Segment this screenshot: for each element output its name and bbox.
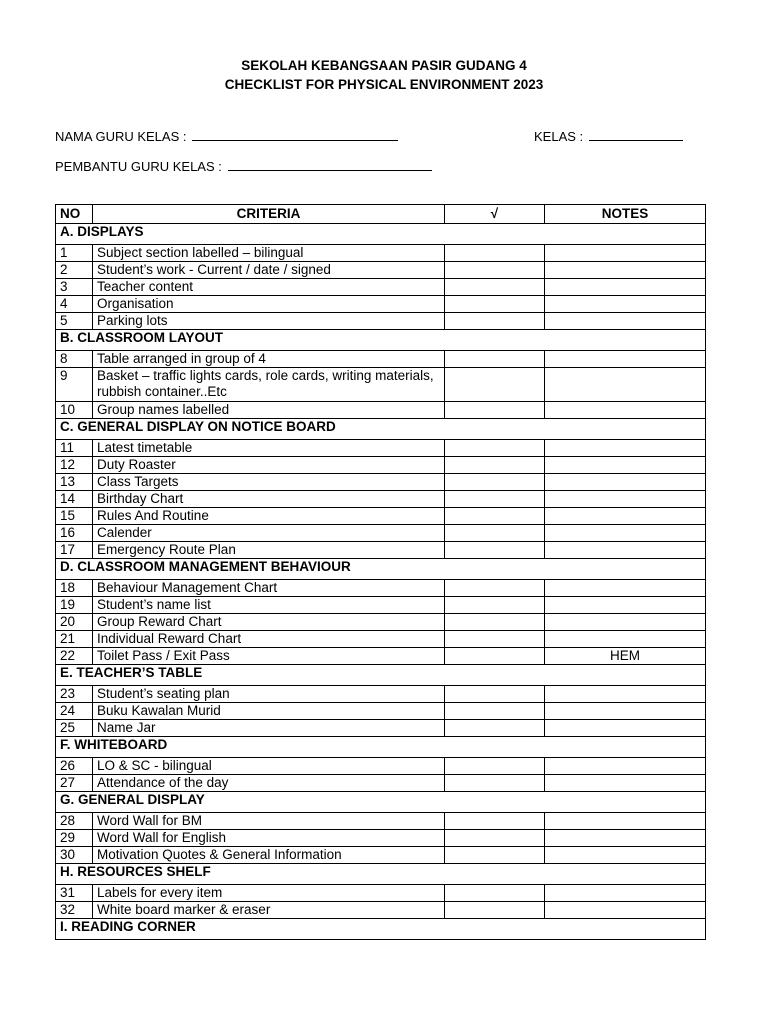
header-check: √ — [445, 205, 545, 224]
item-notes — [545, 313, 706, 330]
table-row — [56, 262, 706, 279]
table-row — [56, 614, 706, 631]
item-check-cell[interactable] — [445, 720, 545, 737]
table-row — [56, 813, 706, 830]
item-notes — [545, 474, 706, 491]
table-row — [56, 368, 706, 402]
item-notes — [545, 279, 706, 296]
item-check-cell[interactable] — [445, 457, 545, 474]
item-notes — [545, 614, 706, 631]
item-notes — [545, 847, 706, 864]
table-row — [56, 758, 706, 775]
item-check-cell[interactable] — [445, 542, 545, 559]
table-row — [56, 775, 706, 792]
item-no: 27 — [56, 775, 93, 792]
item-check-cell[interactable] — [445, 245, 545, 262]
item-notes — [545, 703, 706, 720]
item-no: 8 — [56, 351, 93, 368]
item-notes — [545, 368, 706, 402]
table-row — [56, 296, 706, 313]
item-check-cell[interactable] — [445, 262, 545, 279]
item-no: 19 — [56, 597, 93, 614]
item-criteria: Latest timetable — [93, 440, 445, 457]
item-criteria: Buku Kawalan Murid — [93, 703, 445, 720]
item-no: 20 — [56, 614, 93, 631]
item-check-cell[interactable] — [445, 508, 545, 525]
table-row — [56, 597, 706, 614]
item-criteria: Toilet Pass / Exit Pass — [93, 648, 445, 665]
kelas-label: KELAS : — [534, 129, 584, 144]
item-no: 31 — [56, 885, 93, 902]
section-row — [56, 419, 706, 440]
item-check-cell[interactable] — [445, 351, 545, 368]
item-notes — [545, 508, 706, 525]
header-notes: NOTES — [545, 205, 706, 224]
section-title: G. GENERAL DISPLAY — [56, 792, 706, 813]
item-notes — [545, 402, 706, 419]
item-criteria: Subject section labelled – bilingual — [93, 245, 445, 262]
item-no: 28 — [56, 813, 93, 830]
item-notes — [545, 245, 706, 262]
item-criteria: Parking lots — [93, 313, 445, 330]
item-criteria: Motivation Quotes & General Information — [93, 847, 445, 864]
kelas-field — [534, 128, 683, 144]
table-row — [56, 351, 706, 368]
item-notes: HEM — [545, 648, 706, 665]
item-check-cell[interactable] — [445, 830, 545, 847]
item-no: 11 — [56, 440, 93, 457]
item-check-cell[interactable] — [445, 885, 545, 902]
table-row — [56, 525, 706, 542]
table-row — [56, 457, 706, 474]
nama-guru-blank[interactable] — [192, 128, 398, 141]
section-title: D. CLASSROOM MANAGEMENT BEHAVIOUR — [56, 559, 706, 580]
item-check-cell[interactable] — [445, 368, 545, 402]
table-row — [56, 686, 706, 703]
item-check-cell[interactable] — [445, 703, 545, 720]
section-row — [56, 665, 706, 686]
item-notes — [545, 542, 706, 559]
pembantu-label: PEMBANTU GURU KELAS : — [55, 159, 222, 174]
item-criteria: Group names labelled — [93, 402, 445, 419]
item-check-cell[interactable] — [445, 847, 545, 864]
item-check-cell[interactable] — [445, 686, 545, 703]
item-criteria: Student’s seating plan — [93, 686, 445, 703]
item-check-cell[interactable] — [445, 440, 545, 457]
item-check-cell[interactable] — [445, 402, 545, 419]
item-notes — [545, 902, 706, 919]
section-row — [56, 559, 706, 580]
item-notes — [545, 830, 706, 847]
checklist-table — [55, 204, 706, 940]
item-notes — [545, 686, 706, 703]
table-row — [56, 902, 706, 919]
item-no: 24 — [56, 703, 93, 720]
item-no: 3 — [56, 279, 93, 296]
item-no: 2 — [56, 262, 93, 279]
section-title: H. RESOURCES SHELF — [56, 864, 706, 885]
table-row — [56, 580, 706, 597]
item-notes — [545, 631, 706, 648]
item-criteria: Duty Roaster — [93, 457, 445, 474]
item-criteria: Student’s work - Current / date / signed — [93, 262, 445, 279]
item-no: 15 — [56, 508, 93, 525]
table-row — [56, 440, 706, 457]
table-row — [56, 313, 706, 330]
item-no: 4 — [56, 296, 93, 313]
item-no: 30 — [56, 847, 93, 864]
table-row — [56, 631, 706, 648]
item-check-cell[interactable] — [445, 758, 545, 775]
item-no: 1 — [56, 245, 93, 262]
pembantu-blank[interactable] — [228, 158, 432, 171]
item-criteria: Name Jar — [93, 720, 445, 737]
nama-guru-field — [55, 128, 398, 144]
item-criteria: Word Wall for English — [93, 830, 445, 847]
table-row — [56, 885, 706, 902]
item-check-cell[interactable] — [445, 313, 545, 330]
item-notes — [545, 580, 706, 597]
item-check-cell[interactable] — [445, 813, 545, 830]
section-title: A. DISPLAYS — [56, 224, 706, 245]
section-row — [56, 864, 706, 885]
item-notes — [545, 758, 706, 775]
item-criteria: Individual Reward Chart — [93, 631, 445, 648]
item-criteria: Organisation — [93, 296, 445, 313]
item-criteria: Word Wall for BM — [93, 813, 445, 830]
table-header-row — [56, 205, 706, 224]
item-criteria: Attendance of the day — [93, 775, 445, 792]
item-notes — [545, 813, 706, 830]
item-criteria: White board marker & eraser — [93, 902, 445, 919]
item-notes — [545, 440, 706, 457]
item-criteria: LO & SC - bilingual — [93, 758, 445, 775]
section-row — [56, 330, 706, 351]
item-check-cell[interactable] — [445, 902, 545, 919]
item-criteria: Emergency Route Plan — [93, 542, 445, 559]
table-row — [56, 245, 706, 262]
item-check-cell[interactable] — [445, 614, 545, 631]
school-name: SEKOLAH KEBANGSAAN PASIR GUDANG 4 — [241, 58, 527, 73]
item-criteria: Teacher content — [93, 279, 445, 296]
item-check-cell[interactable] — [445, 296, 545, 313]
item-no: 26 — [56, 758, 93, 775]
item-no: 10 — [56, 402, 93, 419]
header-criteria: CRITERIA — [93, 205, 445, 224]
item-no: 16 — [56, 525, 93, 542]
item-no: 18 — [56, 580, 93, 597]
section-title: B. CLASSROOM LAYOUT — [56, 330, 706, 351]
item-no: 13 — [56, 474, 93, 491]
table-row — [56, 402, 706, 419]
item-check-cell[interactable] — [445, 474, 545, 491]
table-body — [56, 224, 706, 940]
item-criteria: Labels for every item — [93, 885, 445, 902]
item-no: 9 — [56, 368, 93, 402]
item-criteria: Birthday Chart — [93, 491, 445, 508]
item-no: 29 — [56, 830, 93, 847]
table-row — [56, 279, 706, 296]
item-no: 5 — [56, 313, 93, 330]
item-criteria: Calender — [93, 525, 445, 542]
item-no: 21 — [56, 631, 93, 648]
item-notes — [545, 525, 706, 542]
item-criteria: Table arranged in group of 4 — [93, 351, 445, 368]
item-criteria: Behaviour Management Chart — [93, 580, 445, 597]
item-notes — [545, 296, 706, 313]
section-row — [56, 737, 706, 758]
item-check-cell[interactable] — [445, 580, 545, 597]
nama-guru-label: NAMA GURU KELAS : — [55, 129, 187, 144]
section-title: F. WHITEBOARD — [56, 737, 706, 758]
item-no: 12 — [56, 457, 93, 474]
table-row — [56, 847, 706, 864]
item-check-cell[interactable] — [445, 525, 545, 542]
item-notes — [545, 457, 706, 474]
table-row — [56, 720, 706, 737]
table-row — [56, 703, 706, 720]
item-no: 14 — [56, 491, 93, 508]
section-title: C. GENERAL DISPLAY ON NOTICE BOARD — [56, 419, 706, 440]
section-row — [56, 792, 706, 813]
item-check-cell[interactable] — [445, 648, 545, 665]
pembantu-field — [55, 158, 432, 174]
section-row — [56, 224, 706, 245]
item-notes — [545, 775, 706, 792]
item-notes — [545, 351, 706, 368]
item-no: 32 — [56, 902, 93, 919]
section-row — [56, 919, 706, 940]
item-criteria: Class Targets — [93, 474, 445, 491]
item-check-cell[interactable] — [445, 491, 545, 508]
item-no: 23 — [56, 686, 93, 703]
item-notes — [545, 491, 706, 508]
item-criteria: Group Reward Chart — [93, 614, 445, 631]
item-criteria: Student’s name list — [93, 597, 445, 614]
kelas-blank[interactable] — [589, 128, 683, 141]
item-no: 22 — [56, 648, 93, 665]
item-notes — [545, 885, 706, 902]
section-title: I. READING CORNER — [56, 919, 706, 940]
item-check-cell[interactable] — [445, 279, 545, 296]
section-title: E. TEACHER’S TABLE — [56, 665, 706, 686]
item-notes — [545, 597, 706, 614]
item-check-cell[interactable] — [445, 631, 545, 648]
table-row — [56, 508, 706, 525]
item-criteria: Rules And Routine — [93, 508, 445, 525]
item-criteria: Basket – traffic lights cards, role cards, writing materials, rubbish container..Etc — [93, 368, 445, 402]
table-row — [56, 830, 706, 847]
item-check-cell[interactable] — [445, 775, 545, 792]
item-no: 17 — [56, 542, 93, 559]
item-check-cell[interactable] — [445, 597, 545, 614]
table-row — [56, 474, 706, 491]
header-no: NO — [56, 205, 93, 224]
document-title: CHECKLIST FOR PHYSICAL ENVIRONMENT 2023 — [224, 77, 544, 92]
item-notes — [545, 720, 706, 737]
table-row — [56, 648, 706, 665]
item-no: 25 — [56, 720, 93, 737]
table-row — [56, 542, 706, 559]
table-row — [56, 491, 706, 508]
item-notes — [545, 262, 706, 279]
